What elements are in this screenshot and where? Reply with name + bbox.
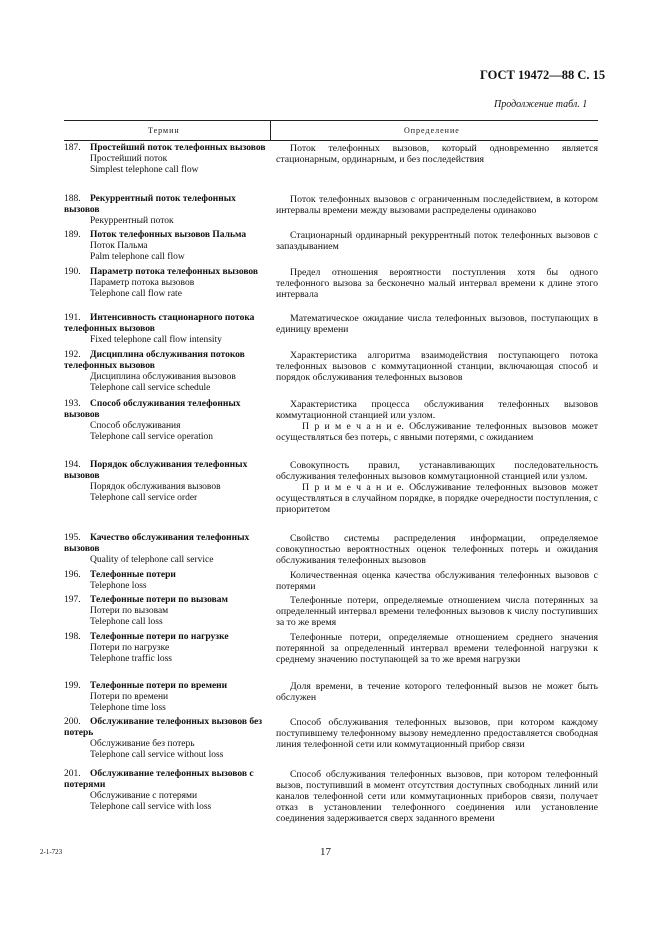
term-entry xyxy=(64,267,266,300)
definition xyxy=(276,143,598,165)
term-entry xyxy=(64,313,266,346)
definition-text: Способ обслуживания телефонных вызовов, при котором каждому поступившему телефонному вызову немедленно предоставляется свободная линия телефонной сети или коммутационный прибор связи xyxy=(276,717,598,750)
term-entry xyxy=(64,399,266,443)
term-english: Telephone call service operation xyxy=(90,432,214,442)
term-short-form: Способ обслуживания xyxy=(90,421,181,431)
term-english: Telephone call service order xyxy=(90,493,198,503)
term-entry xyxy=(64,717,266,761)
term-title-text: Порядок обслуживания телефонных вызовов xyxy=(64,460,248,481)
term-short-form: Потери по нагрузке xyxy=(90,643,170,653)
term-number: 196. xyxy=(64,570,81,580)
table-column-divider xyxy=(270,120,271,140)
term-entry xyxy=(64,769,266,813)
term-title-text: Телефонные потери по вызовам xyxy=(90,595,229,605)
table-header-rule xyxy=(64,140,598,141)
term-title xyxy=(64,681,266,692)
definition xyxy=(276,769,598,824)
term-title-text: Интенсивность стационарного потока телефонных вызовов xyxy=(64,313,255,334)
term-title xyxy=(64,267,266,278)
term-number: 191. xyxy=(64,313,81,323)
definition-text: Предел отношения вероятности поступления хотя бы одного телефонного вызова за бесконечно малый интервал времени к длине этого интервала xyxy=(276,267,598,300)
term-title xyxy=(64,143,266,154)
definition-note: П р и м е ч а н и е. Обслуживание телефонных вызовов может осуществляться в случайном порядке, в порядке очередности поступления, с приоритетом xyxy=(276,482,598,515)
definition xyxy=(276,313,598,335)
term-title-text: Телефонные потери по нагрузке xyxy=(90,632,229,642)
term-number: 201. xyxy=(64,769,81,779)
page-header: ГОСТ 19472—88 С. 15 xyxy=(480,68,606,82)
definition-text: Способ обслуживания телефонных вызовов, при котором телефонный вызов, поступивший в момент отсутствия доступных свободных линий или каналов телефонной сети или коммутационных приборов связи, получает отказ в установлении телефонного соединения или установление соединения задерживается сверх заданного времени xyxy=(276,769,598,824)
table-top-rule xyxy=(64,120,598,121)
term-title xyxy=(64,570,266,581)
definition xyxy=(276,194,598,216)
term-title xyxy=(64,769,266,791)
term-title-text: Параметр потока телефонных вызовов xyxy=(90,267,259,277)
definition-text: Телефонные потери, определяемые отношением числа потерянных за определенный интервал времени телефонных вызовов к числу поступивших за то же время xyxy=(276,595,598,628)
definition xyxy=(276,350,598,383)
page-number: 17 xyxy=(320,846,331,858)
term-title-text: Обслуживание телефонных вызовов с потерями xyxy=(64,769,254,790)
term-english: Palm telephone call flow xyxy=(90,252,185,262)
definition-text: Характеристика алгоритма взаимодействия поступающего потока телефонных вызовов с коммутационной станции, включающая способ и порядок обслуживания телефонных вызовов xyxy=(276,350,598,383)
definition xyxy=(276,399,598,443)
term-short-form: Рекуррентный поток xyxy=(90,216,174,226)
term-number: 189. xyxy=(64,230,81,240)
term-entry xyxy=(64,230,266,263)
term-english: Telephone traffic loss xyxy=(90,654,172,664)
term-number: 200. xyxy=(64,717,81,727)
term-short-form: Поток Пальма xyxy=(90,241,148,251)
term-entry xyxy=(64,143,266,176)
term-short-form: Простейший поток xyxy=(90,154,168,164)
term-title-text: Обслуживание телефонных вызовов без потерь xyxy=(64,717,263,738)
term-title-text: Поток телефонных вызовов Пальма xyxy=(90,230,247,240)
term-number: 195. xyxy=(64,533,81,543)
term-title xyxy=(64,717,266,739)
term-entry xyxy=(64,570,266,592)
definition-text: Поток телефонных вызовов с ограниченным последействием, в котором интервалы времени между вызовами распределены одинаково xyxy=(276,194,598,216)
definition xyxy=(276,460,598,515)
definition-text: Поток телефонных вызовов, который одновременно является стационарным, ординарным, и без последействия xyxy=(276,143,598,165)
term-title xyxy=(64,399,266,421)
term-title-text: Дисциплина обслуживания потоков телефонных вызовов xyxy=(64,350,245,371)
definition-text: Телефонные потери, определяемые отношением среднего значения потерянной за определенный интервал времени телефонной нагрузки к среднему значению поступающей за то же время нагрузки xyxy=(276,632,598,665)
term-english: Telephone call service with loss xyxy=(90,802,212,812)
definition-text: Математическое ожидание числа телефонных вызовов, поступающих в единицу времени xyxy=(276,313,598,335)
definition-text: Стационарный ординарный рекуррентный поток телефонных вызовов с запаздыванием xyxy=(276,230,598,252)
definition-text: Доля времени, в течение которого телефонный вызов не может быть обслужен xyxy=(276,681,598,703)
term-english: Simplest telephone call flow xyxy=(90,165,199,175)
term-entry xyxy=(64,632,266,665)
term-short-form: Порядок обслуживания вызовов xyxy=(90,482,221,492)
term-title xyxy=(64,194,266,216)
term-english: Quality of telephone call service xyxy=(90,555,214,565)
term-short-form: Потери по времени xyxy=(90,692,169,702)
term-number: 192. xyxy=(64,350,81,360)
definition xyxy=(276,595,598,628)
term-title-text: Качество обслуживания телефонных вызовов xyxy=(64,533,250,554)
term-entry xyxy=(64,460,266,504)
definition-note: П р и м е ч а н и е. Обслуживание телефонных вызовов может осуществляться без потерь, с явными потерями, с ожиданием xyxy=(276,421,598,443)
term-english: Telephone time loss xyxy=(90,703,166,713)
term-number: 193. xyxy=(64,399,81,409)
term-title-text: Способ обслуживания телефонных вызовов xyxy=(64,399,241,420)
table-continuation: Продолжение табл. 1 xyxy=(494,99,588,110)
term-short-form: Параметр потока вызовов xyxy=(90,278,195,288)
term-number: 187. xyxy=(64,143,81,153)
term-english: Telephone call loss xyxy=(90,617,163,627)
footer-code: 2-1-723 xyxy=(40,848,63,856)
term-title xyxy=(64,632,266,643)
term-entry xyxy=(64,350,266,394)
term-title xyxy=(64,350,266,372)
term-title-text: Простейший поток телефонных вызовов xyxy=(90,143,266,153)
term-title xyxy=(64,533,266,555)
definition xyxy=(276,267,598,300)
term-title xyxy=(64,460,266,482)
definition xyxy=(276,570,598,592)
definition xyxy=(276,632,598,665)
term-short-form: Потери по вызовам xyxy=(90,606,169,616)
term-short-form: Обслуживание без потерь xyxy=(90,739,195,749)
definition xyxy=(276,717,598,750)
term-entry xyxy=(64,194,266,227)
term-english: Telephone loss xyxy=(90,581,147,591)
definition-text: Совокупность правил, устанавливающих последовательность обслуживания телефонных вызовов коммутационной станцией или узлом. xyxy=(276,460,598,482)
term-english: Telephone call service without loss xyxy=(90,750,224,760)
term-short-form: Дисциплина обслуживания вызовов xyxy=(90,372,236,382)
column-definition-heading: Определение xyxy=(404,126,460,135)
term-number: 197. xyxy=(64,595,81,605)
term-english: Telephone call service schedule xyxy=(90,383,211,393)
term-number: 188. xyxy=(64,194,81,204)
term-english: Fixed telephone call flow intensity xyxy=(90,335,222,345)
term-title-text: Телефонные потери xyxy=(90,570,176,580)
term-entry xyxy=(64,533,266,566)
term-number: 190. xyxy=(64,267,81,277)
definition xyxy=(276,230,598,252)
column-term-heading: Термин xyxy=(148,126,180,135)
term-short-form: Обслуживание с потерями xyxy=(90,791,198,801)
term-entry xyxy=(64,595,266,628)
term-title xyxy=(64,595,266,606)
term-entry xyxy=(64,681,266,714)
definition xyxy=(276,533,598,566)
term-title xyxy=(64,230,266,241)
term-title-text: Рекуррентный поток телефонных вызовов xyxy=(64,194,236,215)
definition xyxy=(276,681,598,703)
term-number: 199. xyxy=(64,681,81,691)
term-number: 198. xyxy=(64,632,81,642)
definition-text: Количественная оценка качества обслуживания телефонных вызовов с потерями xyxy=(276,570,598,592)
term-title-text: Телефонные потери по времени xyxy=(90,681,228,691)
definition-text: Характеристика процесса обслуживания телефонных вызовов коммутационной станцией или узлом. xyxy=(276,399,598,421)
term-english: Telephone call flow rate xyxy=(90,289,182,299)
term-title xyxy=(64,313,266,335)
term-number: 194. xyxy=(64,460,81,470)
definition-text: Свойство системы распределения информации, определяемое совокупностью вероятностных оценок телефонных потерь и ожидания обслуживания телефонных вызовов xyxy=(276,533,598,566)
